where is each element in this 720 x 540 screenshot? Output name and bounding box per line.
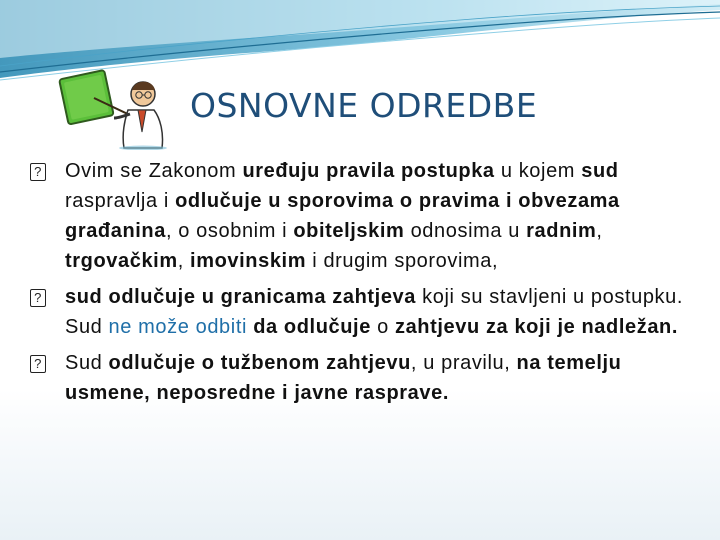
text-segment: ne može odbiti — [108, 316, 248, 338]
text-segment: sud — [581, 160, 619, 182]
slide-content — [30, 156, 700, 414]
text-segment: obiteljskim — [293, 220, 405, 242]
text-segment: radnim — [526, 220, 597, 242]
bullet-1: ? — [30, 163, 46, 181]
paragraph-1-text — [65, 160, 620, 272]
text-segment: , — [177, 250, 191, 272]
text-segment: Sud — [65, 352, 109, 374]
paragraph-1 — [30, 156, 700, 276]
teacher-pointing-at-board-icon — [58, 60, 178, 150]
text-segment: odlučuje o tužbenom zahtjevu — [108, 352, 411, 374]
slide-title: OSNOVNE ODREDBE — [190, 86, 538, 125]
text-segment: odnosima u — [404, 220, 527, 242]
paragraph-2-text — [65, 286, 683, 338]
text-segment: , — [596, 220, 603, 242]
bullet-2: ? — [30, 289, 46, 307]
text-segment: zahtjevu za koji je nadležan. — [394, 316, 679, 338]
text-segment: i drugim sporovima, — [306, 250, 499, 272]
text-segment: sud odlučuje u granicama zahtjeva — [65, 286, 417, 308]
text-segment: trgovačkim — [65, 250, 178, 272]
paragraph-2 — [30, 282, 700, 342]
bullet-3: ? — [30, 355, 46, 373]
text-segment: , o osobnim i — [165, 220, 294, 242]
text-segment: u kojem — [494, 160, 582, 182]
text-segment: Ovim se Zakonom — [65, 160, 243, 182]
text-segment: da odlučuje — [253, 316, 371, 338]
text-segment: imovinskim — [190, 250, 307, 272]
text-segment: , u pravilu, — [410, 352, 517, 374]
text-segment: na temelju usmene, neposredne i javne rasprave. — [65, 352, 622, 404]
text-segment: koji su stavljeni u postupku. Sud — [65, 286, 684, 338]
text-segment: odlučuje u sporovima o pravima i obvezama građanina — [65, 190, 620, 242]
paragraph-3 — [30, 348, 700, 408]
text-segment: uređuju pravila postupka — [242, 160, 495, 182]
text-segment: raspravlja i — [65, 190, 176, 212]
paragraph-3-text — [65, 352, 621, 404]
text-segment: o — [370, 316, 395, 338]
